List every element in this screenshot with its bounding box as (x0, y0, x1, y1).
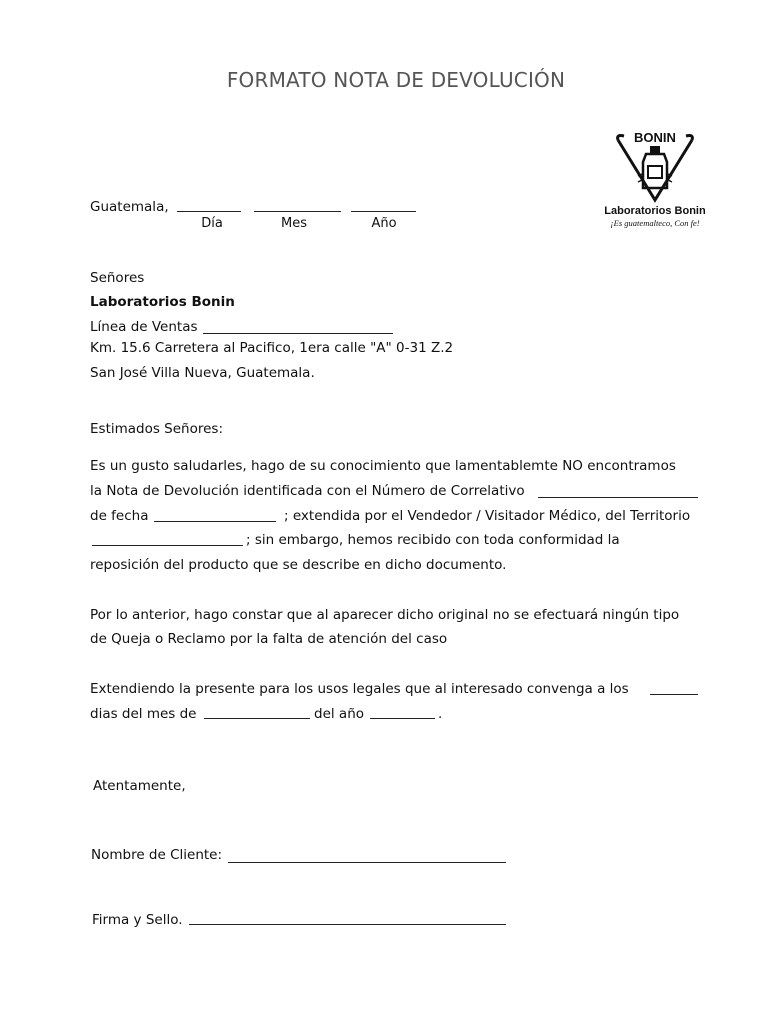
company-logo (600, 128, 710, 232)
body-p3-line-2a: dias del mes de (90, 706, 197, 722)
year-of-field[interactable] (370, 718, 435, 719)
address-line-1: Km. 15.6 Carretera al Pacifico, 1era calle "A" 0-31 Z.2 (90, 340, 454, 356)
recipient-company: Laboratorios Bonin (90, 294, 235, 310)
correlative-number-field[interactable] (538, 497, 698, 498)
year-field[interactable] (351, 211, 416, 212)
year-label: Año (371, 216, 397, 231)
day-field[interactable] (177, 211, 241, 212)
body-p2-line-2: de Queja o Reclamo por la falta de atención del caso (90, 631, 448, 647)
city-label: Guatemala, (90, 199, 169, 215)
sales-line-label: Línea de Ventas (90, 319, 198, 335)
signature-field[interactable] (189, 924, 506, 925)
body-p1-line-3a: de fecha (90, 508, 149, 524)
body-p1-line-5: reposición del producto que se describe en dicho documento. (90, 557, 507, 573)
body-p1-line-1: Es un gusto saludarles, hago de su conocimiento que lamentablemte NO encontramos (90, 458, 676, 474)
salutation: Señores (90, 270, 145, 286)
sales-line-field[interactable] (203, 333, 393, 334)
body-p1-line-3b: ; extendida por el Vendedor / Visitador Médico, del Territorio (284, 508, 691, 524)
body-p3-line-2c: . (438, 706, 443, 722)
body-p3-line-2b: del año (314, 706, 365, 722)
client-name-label: Nombre de Cliente: (91, 847, 223, 863)
days-field[interactable] (650, 694, 698, 695)
greeting: Estimados Señores: (90, 421, 224, 437)
address-line-2: San José Villa Nueva, Guatemala. (90, 365, 315, 381)
logo-brand-word: BONIN (634, 130, 676, 145)
body-p2-line-1: Por lo anterior, hago constar que al aparecer dicho original no se efectuará ningún tipo (90, 607, 680, 623)
body-p1-line-4: ; sin embargo, hemos recibido con toda conformidad la (246, 532, 620, 548)
body-p1-line-2: la Nota de Devolución identificada con el Número de Correlativo (90, 483, 525, 499)
logo-company-name: Laboratorios Bonin (604, 205, 706, 217)
territory-field[interactable] (92, 545, 243, 546)
month-field[interactable] (254, 211, 341, 212)
day-label: Día (201, 216, 223, 231)
signature-label: Firma y Sello. (92, 912, 183, 928)
logo-slogan: ¡Es guatemalteco, Con fe! (610, 218, 700, 228)
bottle-triangle-icon (612, 128, 698, 204)
date-field[interactable] (154, 521, 276, 522)
closing: Atentamente, (93, 778, 186, 794)
document-title: FORMATO NOTA DE DEVOLUCIÓN (226, 68, 566, 92)
month-label: Mes (281, 216, 307, 231)
client-name-field[interactable] (228, 862, 506, 863)
body-p3-line-1: Extendiendo la presente para los usos legales que al interesado convenga a los (90, 681, 629, 697)
month-of-field[interactable] (204, 718, 310, 719)
